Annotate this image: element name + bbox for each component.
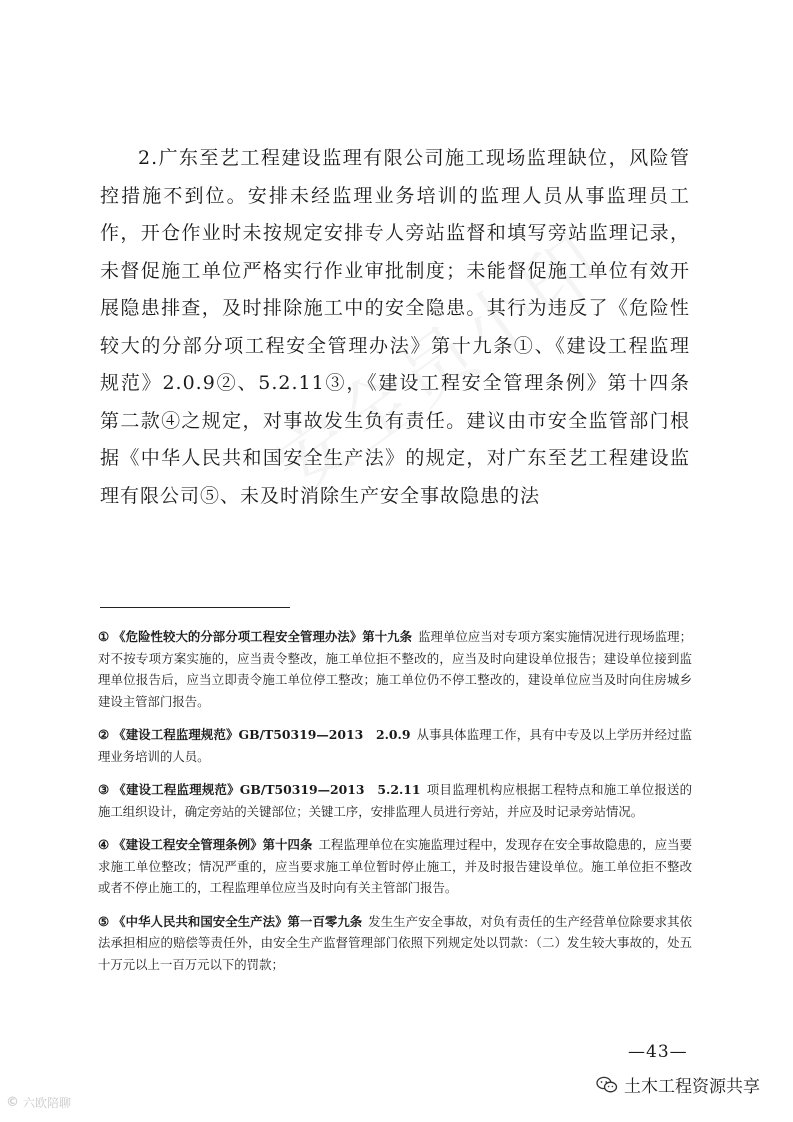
footnote-number: ④ bbox=[98, 837, 110, 852]
footnotes bbox=[98, 626, 692, 987]
footnote-4 bbox=[98, 834, 692, 899]
footnote-number: ⑤ bbox=[98, 913, 110, 929]
footnote-1 bbox=[98, 626, 692, 712]
footnote-text: 工程监理单位在实施监理过程中，发现存在安全事故隐患的，应当要求施工单位整改；情况严重的，应当要求施工单位暂时停止施工，并及时报告建设单位。施工单位拒不整改或者不停止施工的，工程监理单位应当及时向有关主管部门报告。 bbox=[98, 837, 693, 895]
footnote-2 bbox=[98, 724, 692, 767]
footnote-text: 监理单位应当对专项方案实施情况进行现场监理；对不按专项方案实施的，应当责令整改，施工单位拒不整改的，应当及时向建设单位报告；建设单位接到监理单位报告后，应当立即责令施工单位停工整改；施工单位仍不停工整改的，建设单位应当及时向住房城乡建设主管部门报告。 bbox=[98, 629, 693, 709]
footnote-heading: 《建设工程监理规范》GB/T50319—2013 5.2.11 bbox=[113, 782, 421, 797]
footnote-number: ③ bbox=[98, 782, 110, 797]
main-paragraph: 2.广东至艺工程建设监理有限公司施工现场监理缺位，风险管控措施不到位。安排未经监理业务培训的监理人员从事监理员工作，开仓作业时未按规定安排专人旁站监督和填写旁站监理记录，未督促施工单位严格实行作业审批制度；未能督促施工单位有效开展隐患排查，及时排除施工中的安全隐患。其行为违反了《危险性较大的分部分项工程安全管理办法》第十九条①、《建设工程监理规范》2.0.9②、5.2.11③，《建设工程安全管理条例》第十四条第二款④之规定，对事故发生负有责任。建议由市安全监管部门根据《中华人民共和国安全生产法》的规定，对广东至艺工程建设监理有限公司⑤、未及时消除生产安全事故隐患的法 bbox=[100, 147, 690, 507]
footnote-heading: 《建设工程监理规范》GB/T50319—2013 2.0.9 bbox=[113, 727, 411, 742]
footnote-heading: 《建设工程安全管理条例》第十四条 bbox=[113, 837, 313, 852]
brand-tag[interactable] bbox=[596, 1072, 760, 1097]
footnote-heading: 《危险性较大的分部分项工程安全管理办法》第十九条 bbox=[113, 629, 413, 644]
footnote-divider bbox=[100, 607, 290, 608]
corner-logo-text: 六欧陪聊 bbox=[23, 1096, 72, 1110]
footnote-text: 发生生产安全事故，对负有责任的生产经营单位除要求其依法承担相应的赔偿等责任外，由安全生产监督管理部门依照下列规定处以罚款：（二）发生较大事故的，处五十万元以上一百万元以下的罚款； bbox=[98, 913, 693, 972]
body-text bbox=[100, 140, 690, 515]
footnote-number: ② bbox=[98, 727, 110, 742]
page-number: —43— bbox=[628, 1042, 688, 1062]
footnote-text: 从事具体监理工作，具有中专及以上学历并经过监理业务培训的人员。 bbox=[98, 727, 693, 764]
footnote-text: 项目监理机构应根据工程特点和施工单位报送的施工组织设计，确定旁站的关键部位；关键工序，安排监理人员进行旁站，并应及时记录旁站情况。 bbox=[98, 782, 693, 819]
wechat-icon bbox=[596, 1076, 618, 1094]
logo-mark-icon: © bbox=[6, 1095, 19, 1110]
footnote-heading: 《中华人民共和国安全生产法》第一百零九条 bbox=[113, 913, 363, 929]
footnote-5 bbox=[98, 911, 692, 976]
corner-logo bbox=[6, 1094, 71, 1111]
footnote-3 bbox=[98, 779, 692, 822]
brand-name: 土木工程资源共享 bbox=[624, 1077, 760, 1097]
footnote-number: ① bbox=[98, 629, 110, 644]
